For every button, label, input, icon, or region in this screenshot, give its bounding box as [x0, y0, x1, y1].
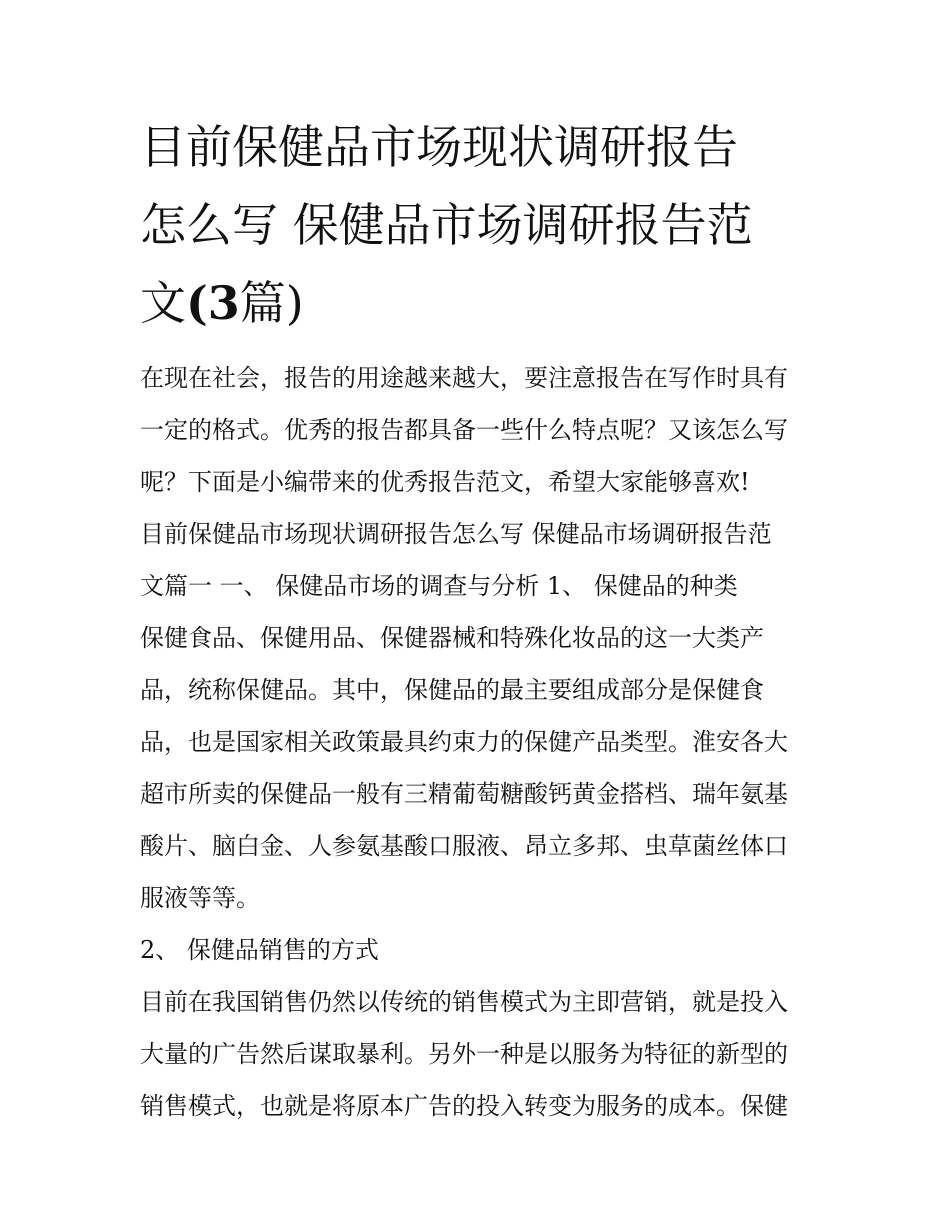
body-line: 保健食品、保健用品、保健器械和特殊化妆品的这一大类产 — [140, 624, 764, 652]
title-line-3 — [140, 264, 820, 342]
body-line: 目前在我国销售仍然以传统的销售模式为主即营销，就是投入 — [140, 988, 788, 1016]
body-line: 文篇一 一、 保健品市场的调查与分析 1、 保健品的种类 — [140, 572, 738, 600]
title-line-1: 目前保健品市场现状调研报告 — [140, 120, 738, 174]
body-line: 呢？下面是小编带来的优秀报告范文，希望大家能够喜欢! — [140, 468, 750, 496]
body-line: 服液等等。 — [140, 884, 260, 912]
document-title — [140, 108, 820, 342]
section-heading: 2、 保健品销售的方式 — [140, 936, 379, 964]
title-line-3-number: (3 — [186, 276, 240, 330]
body-line: 目前保健品市场现状调研报告怎么写 保健品市场调研报告范 — [140, 520, 772, 548]
title-line-3-suffix: 篇) — [239, 276, 304, 330]
body-line: 一定的格式。优秀的报告都具备一些什么特点呢？又该怎么写 — [140, 416, 788, 444]
title-line-2: 怎么写 保健品市场调研报告范 — [140, 198, 753, 252]
body-line: 酸片、脑白金、人参氨基酸口服液、昂立多邦、虫草菌丝体口 — [140, 832, 788, 860]
body-line: 大量的广告然后谋取暴利。另外一种是以服务为特征的新型的 — [140, 1040, 788, 1068]
body-line: 品，也是国家相关政策最具约束力的保健产品类型。淮安各大 — [140, 728, 788, 756]
body-line: 品，统称保健品。其中，保健品的最主要组成部分是保健食 — [140, 676, 764, 704]
title-line-3-prefix: 文 — [140, 276, 186, 330]
body-line: 在现在社会，报告的用途越来越大，要注意报告在写作时具有 — [140, 364, 788, 392]
body-line: 超市所卖的保健品一般有三精葡萄糖酸钙黄金搭档、瑞年氨基 — [140, 780, 788, 808]
document-body — [140, 352, 820, 1132]
body-line: 销售模式，也就是将原本广告的投入转变为服务的成本。保健 — [140, 1092, 788, 1120]
